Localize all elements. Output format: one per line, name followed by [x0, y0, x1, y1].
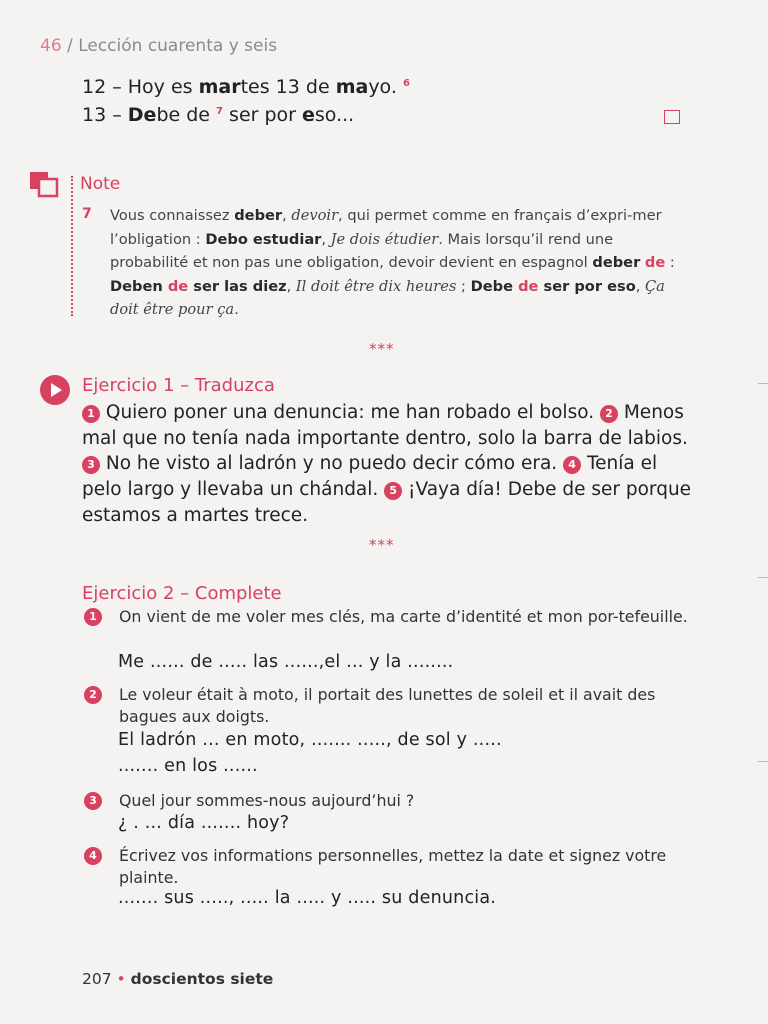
item-number-5: 5 [384, 482, 402, 500]
line12-text-1: tes 13 de [240, 76, 336, 98]
footnote-ref-6[interactable]: 6 [402, 78, 410, 89]
note-icon [28, 168, 64, 200]
item-number-2: 2 [600, 405, 618, 423]
exercise1-sentence-3: No he visto al ladrón y no puedo decir cómo era. [100, 453, 564, 475]
fill-in-blank-1[interactable]: Me ...... de ..... las ......,el ... y la ........ [118, 652, 454, 672]
page-header [40, 36, 277, 56]
section-separator-stars-2: *** [369, 536, 395, 554]
item-number-4: 4 [563, 456, 581, 474]
footnote-ref-7[interactable]: 7 [216, 106, 223, 117]
note-text: Vous connaissez deber, devoir, qui permet comme en français d’expri-mer l’obligation : Debo estudiar, Je dois étudier. Mais lorsqu’il rend une probabilité et non pas une obligation, devoir devient en espagnol deber de : Deben de ser las diez, Il doit être dix heures ; Debe de ser por eso, Ça doit être pour ça. [110, 207, 675, 318]
exercise2-question-3 [84, 790, 699, 812]
fill-in-blank-4[interactable]: ....... sus ....., ..... la ..... y ..... su denuncia. [118, 888, 497, 908]
exercise1-sentence-2: Menos mal que no tenía nada importante dentro, solo la barra de labios. [82, 402, 688, 449]
line13-prefix: 13 – [82, 104, 128, 126]
item-number-1: 1 [82, 405, 100, 423]
line13-stress-2: e [302, 104, 315, 126]
exercise1-title: Ejercicio 1 – Traduzca [82, 375, 275, 396]
play-audio-icon[interactable] [40, 375, 70, 405]
fill-in-blank-3[interactable]: ¿ . ... día ....... hoy? [118, 813, 290, 833]
exercise1-sentence-5: ¡Vaya día! Debe de ser porque estamos a martes trece. [82, 479, 692, 526]
fill-in-blank-2a[interactable]: El ladrón ... en moto, ....... ....., de sol y ..... [118, 730, 502, 750]
margin-tick [758, 761, 768, 762]
question-text: Quel jour sommes-nous aujourd’hui ? [119, 791, 415, 810]
item-number-2: 2 [84, 686, 102, 704]
note-title: Note [80, 174, 121, 194]
exercise2-question-2 [84, 684, 699, 728]
header-page-number: 46 [40, 36, 62, 56]
note-dotted-rule [71, 176, 73, 316]
item-number-4: 4 [84, 847, 102, 865]
exercise1-body [82, 400, 697, 529]
section-separator-stars: *** [369, 340, 395, 358]
line13-stress-1: De [127, 104, 157, 126]
dialogue-line-13 [82, 104, 354, 126]
footer-page-number: 207 [82, 970, 112, 988]
question-text: On vient de me voler mes clés, ma carte d’identité et mon por-tefeuille. [119, 607, 688, 626]
line12-prefix: 12 – Hoy es [82, 76, 199, 98]
item-number-1: 1 [84, 608, 102, 626]
exercise1-sentence-4: Tenía el pelo largo y llevaba un chándal. [82, 453, 658, 501]
margin-tick [758, 383, 768, 384]
margin-tick [758, 577, 768, 578]
line13-text-3: so... [314, 104, 355, 126]
question-text: Le voleur était à moto, il portait des lunettes de soleil et il avait des bagues aux doigts. [119, 685, 656, 726]
exercise2-question-1 [84, 606, 699, 628]
exercise2-question-4 [84, 845, 699, 889]
fill-in-blank-2b[interactable]: ....... en los ...... [118, 756, 258, 776]
line12-text-2: yo. [368, 76, 397, 98]
end-of-lesson-square-icon [664, 110, 680, 124]
exercise2-title: Ejercicio 2 – Complete [82, 583, 282, 604]
header-title: Lección cuarenta y seis [78, 36, 278, 56]
line12-stress-1: mar [198, 76, 241, 98]
footer-page-words: doscientos siete [130, 970, 274, 988]
header-separator: / [61, 36, 79, 56]
line13-text-2: ser por [223, 104, 303, 126]
question-text: Écrivez vos informations personnelles, mettez la date et signez votre plainte. [119, 846, 667, 887]
line13-text-1: be de [156, 104, 210, 126]
item-number-3: 3 [82, 456, 100, 474]
line12-stress-2: ma [335, 76, 369, 98]
footer-bullet: • [116, 970, 126, 988]
note-number: 7 [82, 206, 92, 222]
dialogue-line-12 [82, 76, 410, 98]
page-footer [82, 970, 273, 988]
item-number-3: 3 [84, 792, 102, 810]
exercise1-sentence-1: Quiero poner una denuncia: me han robado el bolso. [100, 402, 600, 423]
